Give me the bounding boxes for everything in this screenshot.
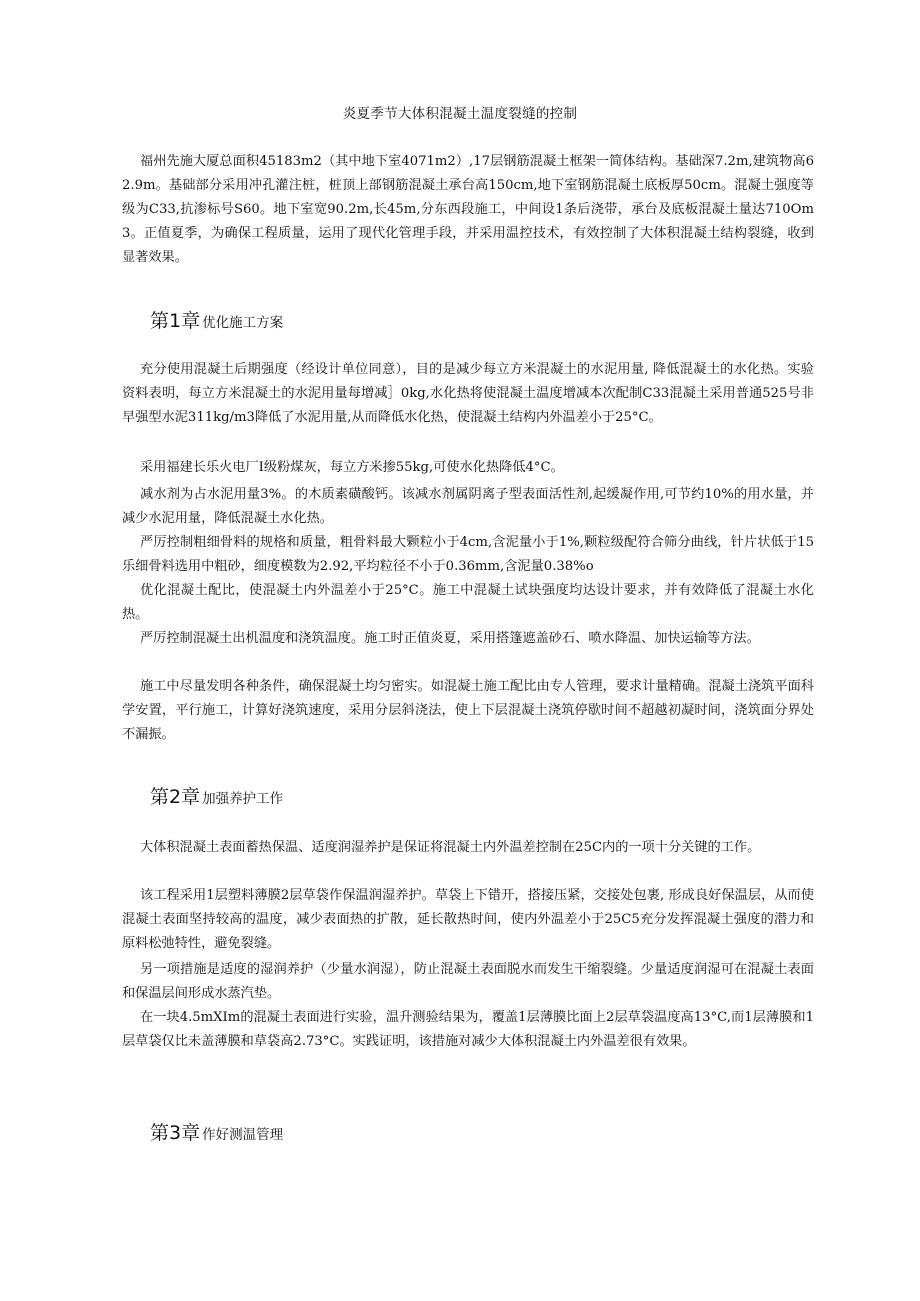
ch2-paragraph-2: 该工程采用1层塑料薄膜2层草袋作保温润湿养护。草袋上下错开，搭接压紧，交接处包裹, 形成良好保温层，从而使混凝土表面坚持较高的温度，减少表面热的扩散，延长散热时间，使内外温差小于25C5充分发挥混凝土强度的潜力和原料松弛特性，避免裂缝。 <box>122 888 814 951</box>
ch1-paragraph-7: 施工中尽量发明各种条件，确保混凝土均匀密实。如混凝土施工配比由专人管理，要求计量精确。混凝土浇筑平面科学安置，平行施工，计算好浇筑速度，采用分层斜浇法，使上下层混凝土浇筑停歇时间不超越初凝时间，浇筑面分界处不漏振。 <box>122 679 814 742</box>
ch1-paragraph-1: 充分使用混凝土后期强度（经设计单位同意），目的是减少每立方米混凝土的水泥用量, 降低混凝土的水化热。实验资料表明，每立方米混凝土的水泥用量每增减］0kg,水化热将使混凝土温度增减本次配制C33混凝土采用普通525号非早强型水泥311kg/m3降低了水泥用量,从而降低水化热，使混凝土结构内外温差小于25°C。 <box>122 362 814 425</box>
chapter-title: 加强养护工作 <box>202 791 284 807</box>
chapter-title: 优化施工方案 <box>202 315 284 331</box>
chapter-number: 第1章 <box>150 310 201 332</box>
ch2-paragraph-3: 另一项措施是适度的湿润养护（少量水润湿），防止混凝土表面脱水而发生干缩裂缝。少量适度润湿可在混凝土表面和保温层间形成水蒸汽垫。 <box>122 962 814 1001</box>
ch1-paragraph-3: 减水剂为占水泥用量3%。的木质素磺酸钙。该减水剂属阴离子型表面活性剂,起缓凝作用,可节约10%的用水量，并减少水泥用量，降低混凝土水化热。 <box>122 487 814 526</box>
ch1-paragraph-6: 严厉控制混凝土出机温度和浇筑温度。施工时正值炎夏，采用搭篷遮盖砂石、喷水降温、加快运输等方法。 <box>140 631 760 646</box>
chapter-number: 第2章 <box>150 786 201 808</box>
ch1-paragraph-5: 优化混凝土配比，使混凝土内外温差小于25°C。施工中混凝土试块强度均达设计要求，并有效降低了混凝土水化热。 <box>122 583 814 622</box>
document-title: 炎夏季节大体积混凝土温度裂缝的控制 <box>342 106 578 122</box>
ch1-paragraph-4: 严厉控制粗细骨料的规格和质量，粗骨料最大颗粒小于4cm,含泥量小于1%,颗粒级配符合筛分曲线，针片状低于15乐细骨料选用中粗砂，细度模数为2.92,平均粒径不小于0.36mm,含泥量0.38%o <box>122 535 814 574</box>
chapter-title: 作好测温管理 <box>202 1127 284 1143</box>
chapter-1-heading <box>150 307 283 337</box>
ch2-paragraph-4: 在一块4.5mXIm的混凝土表面进行实验，温升测验结果为，覆盖1层薄膜比面上2层草袋温度高13°C,而1层薄膜和1层草袋仅比未盖薄膜和草袋高2.73°C。实践证明，该措施对减少大体积混凝土内外温差很有效果。 <box>122 1010 814 1049</box>
chapter-number: 第3章 <box>150 1122 201 1144</box>
ch2-paragraph-1: 大体积混凝土表面蓄热保温、适度润湿养护是保证将混凝土内外温差控制在25C内的一项十分关键的工作。 <box>140 840 761 855</box>
intro-paragraph: 福州先施大厦总面积45183m2（其中地下室4071m2）,17层钢筋混凝土框架一简体结构。基础深7.2m,建筑物高62.9m。基础部分采用冲孔灌注桩，桩顶上部钢筋混凝土承台高150cm,地下室钢筋混凝土底板厚50cm。混凝土强度等级为C33,抗渗标号S60。地下室宽90.2m,长45m,分东西段施工，中间设1条后浇带，承台及底板混凝土量达710Om3。正值夏季，为确保工程质量，运用了现代化管理手段，并采用温控技术，有效控制了大体积混凝土结构裂缝，收到显著效果。 <box>122 154 814 265</box>
chapter-2-heading <box>150 783 283 813</box>
ch1-paragraph-2: 采用福建长乐火电厂I级粉煤灰，每立方米掺55kg,可使水化热降低4°C。 <box>140 460 564 475</box>
chapter-3-heading <box>150 1119 283 1149</box>
